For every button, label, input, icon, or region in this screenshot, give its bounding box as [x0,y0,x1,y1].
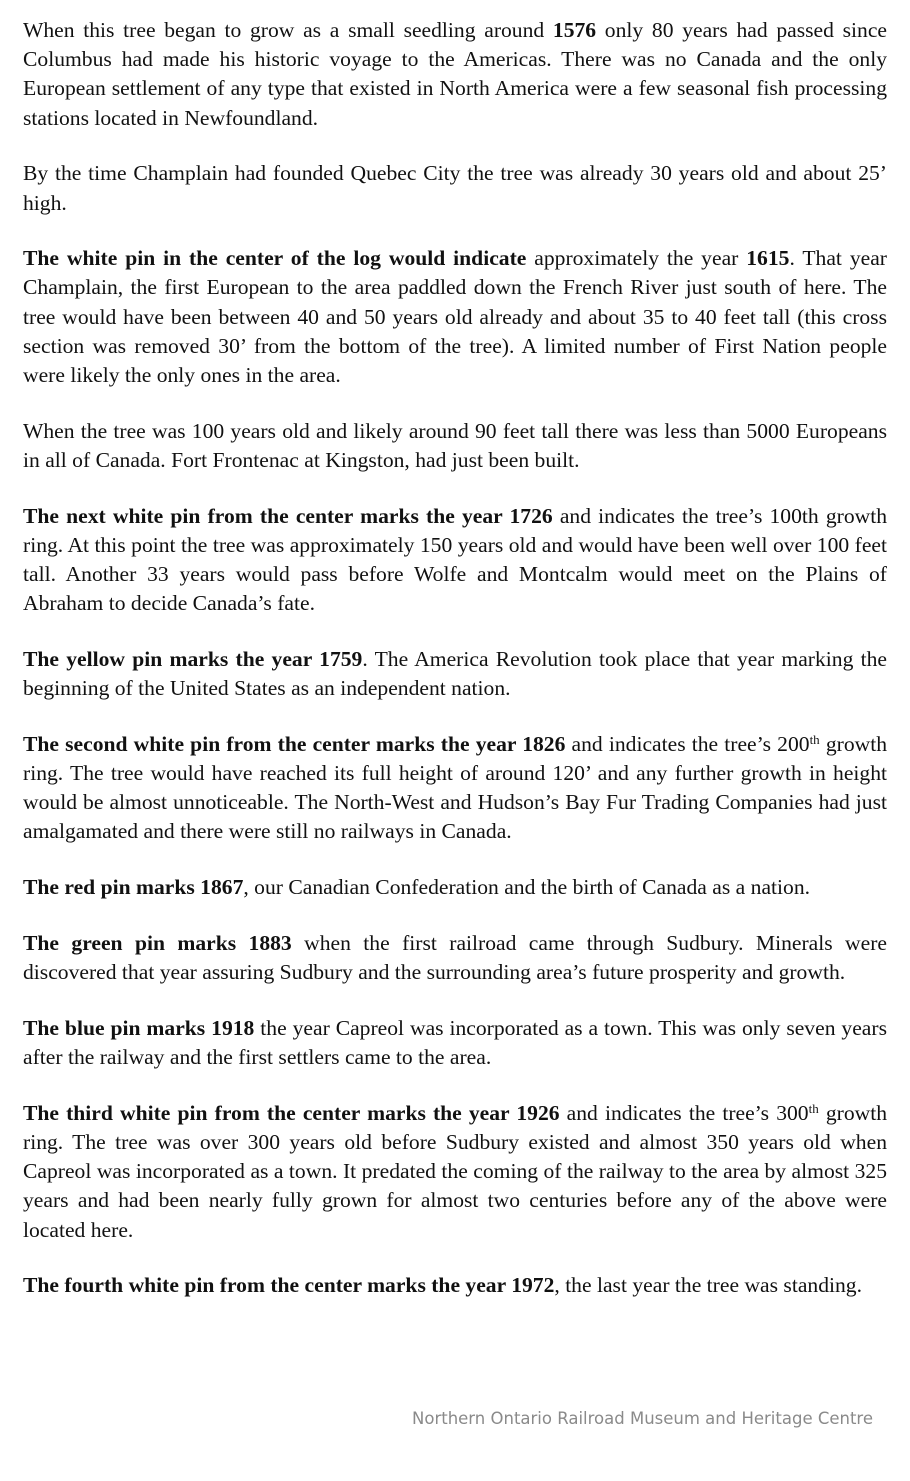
paragraph-blue-pin-1918 [23,1014,887,1072]
paragraph-seedling-1576 [23,16,887,133]
pin-heading: The blue pin marks 1918 [23,1015,255,1040]
paragraph-text: By the time Champlain had founded Quebec City the tree was already 30 years old and about 25’ high. [23,161,887,215]
pin-heading: The yellow pin marks the year 1759 [23,646,363,671]
paragraph-fourth-white-pin-1972 [23,1271,887,1300]
ordinal-suffix: th [808,1100,819,1116]
pin-heading: The second white pin from the center marks the year 1826 [23,731,566,756]
pin-heading: The third white pin from the center marks the year 1926 [23,1100,560,1125]
paragraph-text: and indicates the tree’s [559,1100,777,1125]
paragraph-next-white-pin-1726 [23,502,887,619]
paragraph-yellow-pin-1759 [23,645,887,703]
paragraph-text: when the first railroad came through Sudbury. Minerals were discovered that year assuring Sudbury and the surrounding area’s future prosperity and growth. [23,930,887,985]
pin-heading: The next white pin from the center marks the year 1726 [23,503,553,528]
paragraph-text: growth ring. The tree would have reached its full height of around 120’ and any further growth in height would be almost unnoticeable. The North-West and Hudson’s Bay Fur Trading Companies had just amalgamated and there were still no railways in Canada. [23,731,888,844]
paragraph-text: approximately the year [526,246,747,271]
ordinal-number: 300 [776,1100,809,1125]
paragraph-text: the year Capreol was incorporated as a town. This was only seven years after the railway and the first settlers came to the area. [23,1015,887,1069]
paragraph-text: When the tree was 100 years old and likely around 90 feet tall there was less than 5000 Europeans in all of Canada. Fort Frontenac at Kingston, had just been built. [23,418,887,472]
ordinal-number: 200 [777,731,810,756]
paragraph-text: , our Canadian Confederation and the birth of Canada as a nation. [243,875,811,900]
pin-heading: The white pin in the center of the log would indicate [23,246,527,271]
paragraph-text: When this tree began to grow as a small seedling around [23,18,553,42]
paragraph-red-pin-1867 [23,873,887,902]
paragraph-green-pin-1883 [23,929,887,987]
paragraph-text: , the last year the tree was standing. [554,1273,862,1298]
year-1615: 1615 [746,246,790,271]
paragraph-third-white-pin-1926 [23,1099,887,1245]
pin-heading: The red pin marks 1867 [23,875,244,900]
paragraph-text: . That year Champlain, the first European to the area paddled down the French River just south of here. The tree would have been between 40 and 50 years old already and about 35 to 40 feet tall (this cross section was removed 30’ from the bottom of the tree). A limited number of First Nation people were likely the only ones in the area. [23,246,887,388]
paragraph-100-years-old [23,417,887,475]
paragraph-text: and indicates the tree’s 100th growth ring. At this point the tree was approximately 150 years old and would have been well over 100 feet tall. Another 33 years would pass before Wolfe and Montcalm would meet on the Plains of Abraham to decide Canada’s fate. [23,503,888,616]
paragraph-white-pin-center-1615 [23,244,887,390]
pin-heading: The fourth white pin from the center marks the year 1972 [23,1273,555,1298]
paragraph-text: and indicates the tree’s [565,731,778,756]
ordinal-suffix: th [809,731,820,747]
paragraph-quebec-city [23,159,887,217]
pin-heading: The green pin marks 1883 [23,930,292,955]
paragraph-text: . The America Revolution took place that year marking the beginning of the United States as an independent nation. [23,646,887,701]
paragraph-second-white-pin-1826 [23,730,887,847]
paragraph-text: only 80 years had passed since Columbus had made his historic voyage to the Americas. There was no Canada and the only European settlement of any type that existed in North America were a few seasonal fish processing stations located in Newfoundland. [23,18,887,130]
watermark: Northern Ontario Railroad Museum and Heritage Centre [412,1409,874,1428]
year-1576: 1576 [552,18,597,42]
document-page [23,16,887,1327]
paragraph-text: growth ring. The tree was over 300 years old before Sudbury existed and almost 350 years old when Capreol was incorporated as a town. It predated the coming of the railway to the area by almost 325 years and had been nearly fully grown for almost two centuries before any of the above were located here. [23,1100,888,1242]
